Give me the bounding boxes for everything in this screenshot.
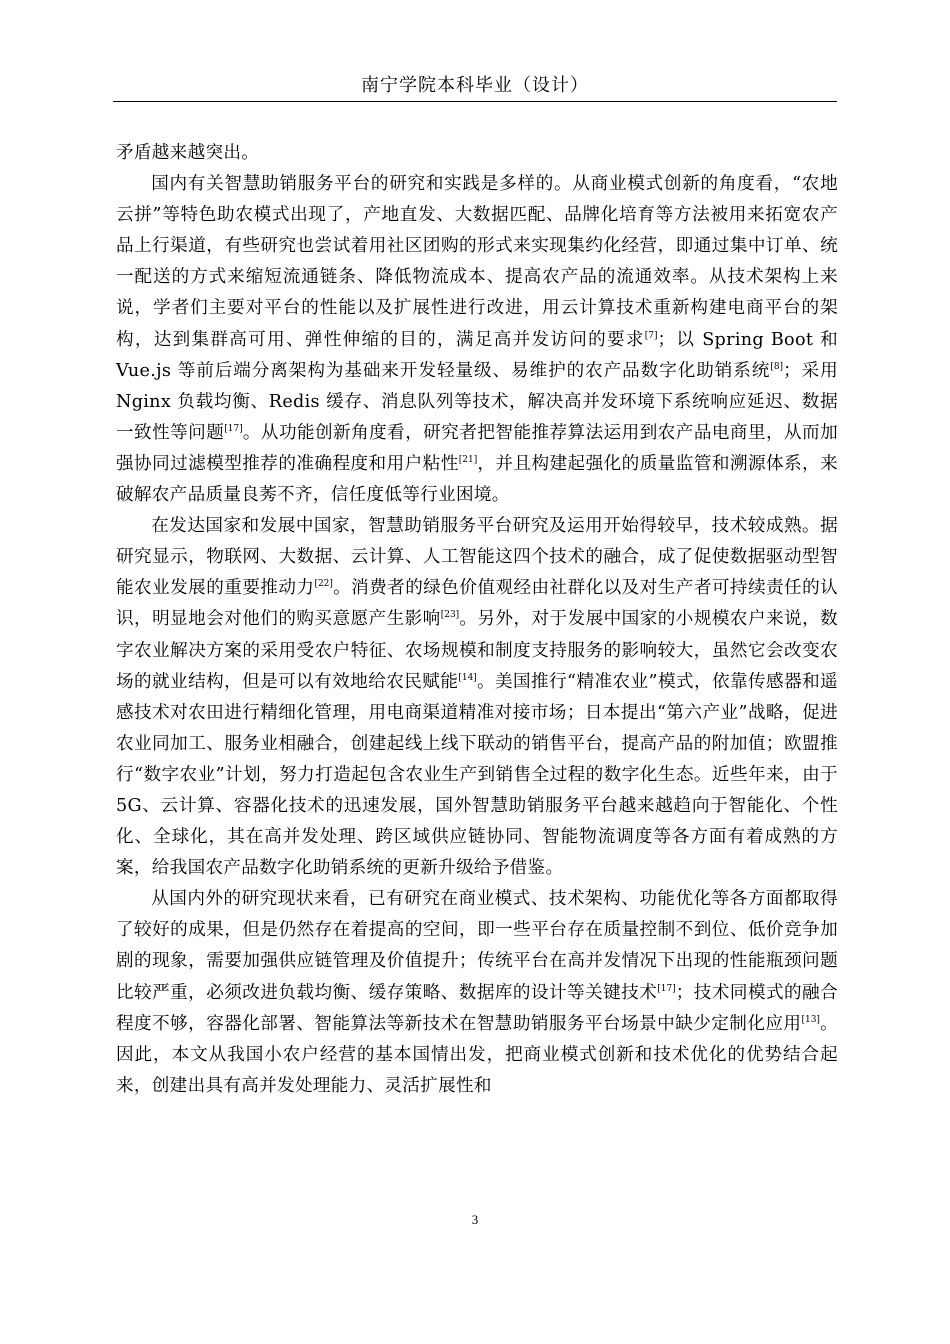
body-paragraph bbox=[116, 511, 838, 884]
body-paragraph bbox=[116, 884, 838, 1102]
page-number: 3 bbox=[471, 1212, 479, 1227]
citation-marker: [21] bbox=[458, 454, 478, 465]
body-paragraph bbox=[116, 138, 838, 169]
citation-marker: [8] bbox=[770, 361, 784, 372]
citation-marker: [22] bbox=[314, 579, 333, 590]
paragraph-text: 国内有关智慧助销服务平台的研究和实践是多样的。从商业模式创新的角度看，“农地云拼”等特色助农模式出现了，产地直发、大数据匹配、品牌化培育等方法被用来拓宽农产品上行渠道，有些研究也尝试着用社区团购的形式来实现集约化经营，即通过集中订单、统一配送的方式来缩短流通链条、降低物流成本、提高农产品的流通效率。从技术架构上来说，学者们主要对平台的性能以及扩展性进行改进，用云计算技术重新构建电商平台的架构，达到集群高可用、弹性伸缩的目的，满足高并发访问的要求 bbox=[116, 174, 838, 350]
paragraph-text: ；技术同模式的融合程度不够，容器化部署、智能算法等新技术在智慧助销服务平台场景中缺少定制化应用 bbox=[116, 982, 838, 1034]
paragraph-text: ；以 Spring Boot 和 Vue.js 等前后端分离架构为基础来开发轻量级、易维护的农产品数字化助销系统 bbox=[116, 329, 838, 381]
header-divider bbox=[113, 101, 837, 102]
citation-marker: [13] bbox=[801, 1014, 820, 1025]
paragraph-text: 。因此，本文从我国小农户经营的基本国情出发，把商业模式创新和技术优化的优势结合起来，创建出具有高并发处理能力、灵活扩展性和 bbox=[116, 1013, 838, 1096]
paragraph-text: 从国内外的研究现状来看，已有研究在商业模式、技术架构、功能优化等各方面都取得了较好的成果，但是仍然存在着提高的空间，即一些平台存在质量控制不到位、低价竞争加剧的现象，需要加强供应链管理及价值提升；传统平台在高并发情况下出现的性能瓶颈问题比较严重，必须改进负载均衡、缓存策略、数据库的设计等关键技术 bbox=[116, 889, 838, 1003]
paragraph-text: 在发达国家和发展中国家，智慧助销服务平台研究及运用开始得较早，技术较成熟。据研究显示，物联网、大数据、云计算、人工智能这四个技术的融合，成了促使数据驱动型智能农业发展的重要推动力 bbox=[116, 516, 838, 599]
paragraph-text: 。从功能创新角度看，研究者把智能推荐算法运用到农产品电商里，从而加强协同过滤模型推荐的准确程度和用户粘性 bbox=[116, 422, 838, 474]
body-text bbox=[116, 138, 838, 1102]
citation-marker: [14] bbox=[458, 672, 477, 683]
citation-marker: [17] bbox=[224, 423, 243, 434]
body-paragraph bbox=[116, 169, 838, 511]
citation-marker: [17] bbox=[657, 983, 676, 994]
paragraph-text: 。另外，对于发展中国家的小规模农户来说，数字农业解决方案的采用受农户特征、农场规模和制度支持服务的影响较大，虽然它会改变农场的就业结构，但是可以有效地给农民赋能 bbox=[116, 609, 838, 692]
paragraph-text: 。美国推行“精准农业”模式，依靠传感器和遥感技术对农田进行精细化管理，用电商渠道精准对接市场；日本提出“第六产业”战略，促进农业同加工、服务业相融合，创建起线上线下联动的销售平台，提高产品的附加值；欧盟推行“数字农业”计划，努力打造起包含农业生产到销售全过程的数字化生态。近些年来，由于 5G、云计算、容器化技术的迅速发展，国外智慧助销服务平台越来越趋向于智能化、个性化、全球化，其在高并发处理、跨区域供应链协同、智能物流调度等各方面有着成熟的方案，给我国农产品数字化助销系统的更新升级给予借鉴。 bbox=[116, 671, 839, 879]
citation-marker: [7] bbox=[644, 330, 658, 341]
paragraph-text: 矛盾越来越突出。 bbox=[116, 143, 260, 163]
paragraph-text: ，并且构建起强化的质量监管和溯源体系，来破解农产品质量良莠不齐，信任度低等行业困境。 bbox=[116, 453, 838, 506]
citation-marker: [23] bbox=[440, 610, 460, 621]
paragraph-text: 。消费者的绿色价值观经由社群化以及对生产者可持续责任的认识，明显地会对他们的购买意愿产生影响 bbox=[116, 578, 838, 630]
paragraph-text: ；采用 Nginx 负载均衡、Redis 缓存、消息队列等技术，解决高并发环境下系统响应延迟、数据一致性等问题 bbox=[116, 360, 838, 443]
page-header-title: 南宁学院本科毕业（设计） bbox=[361, 75, 589, 96]
